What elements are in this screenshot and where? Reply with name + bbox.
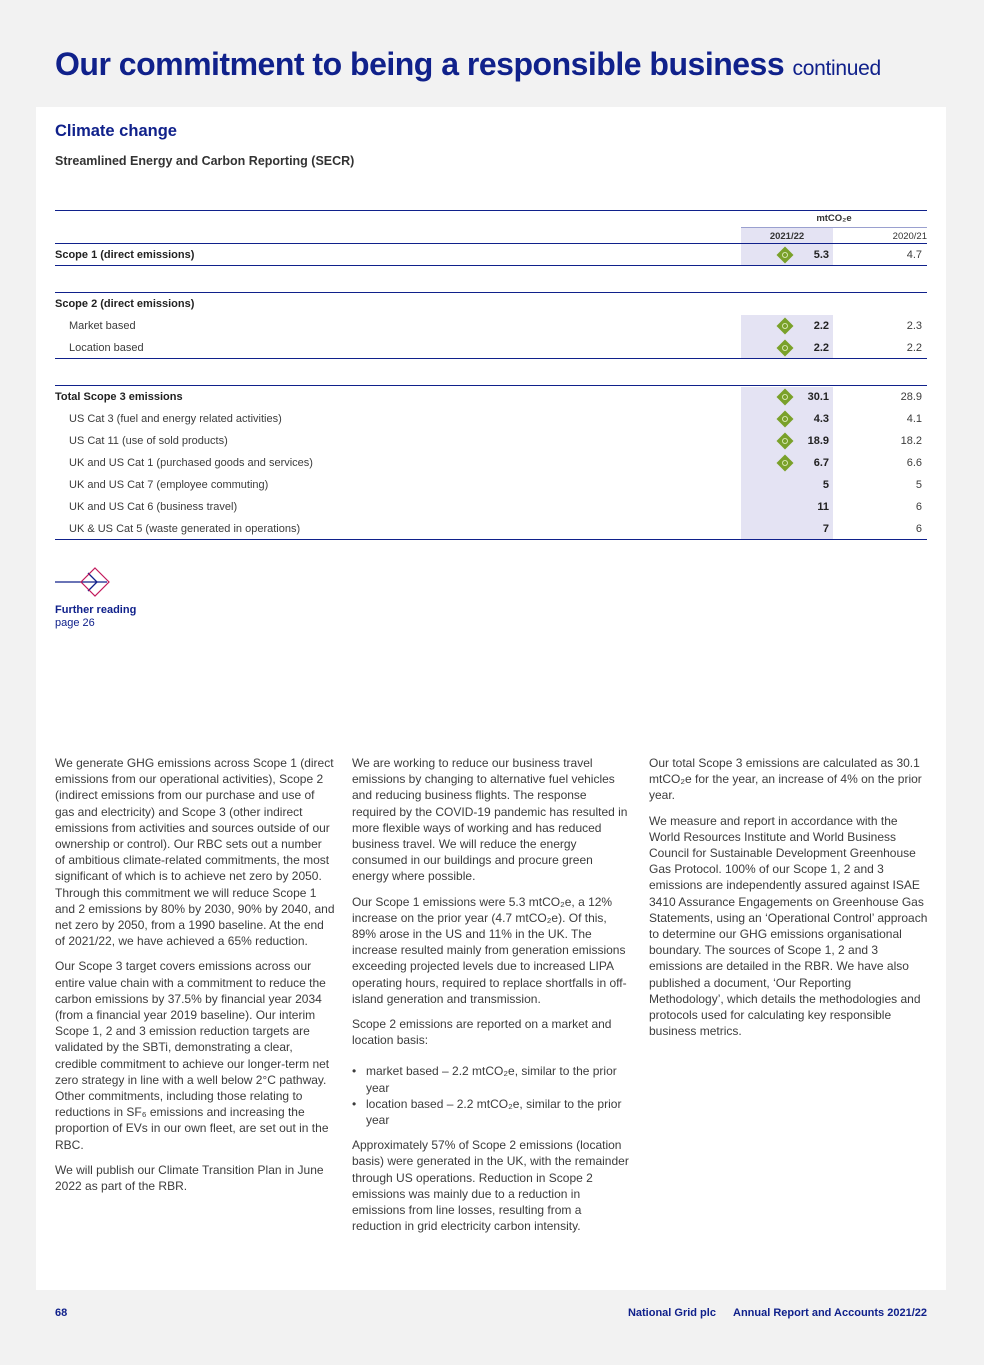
arrow-right-icon[interactable] — [55, 565, 113, 599]
row-label: US Cat 11 (use of sold products) — [69, 435, 228, 447]
column-header-previous: 2020/21 — [892, 231, 927, 242]
table-row — [55, 496, 927, 518]
paragraph: We generate GHG emissions across Scope 1 (direct emissions from our operational activities), Scope 2 (indirect emissions from our purchase and use of gas and electricity) and Scope 3 (other indirect emissions from activities and sources outside of our ownership or control). Our RBC sets out a number of ambitious climate-related commitments, the most significant of which is to achieve net zero by 2050. Through this commitment we will reduce Scope 1 and 2 emissions by 80% by 2030, 90% by 2040, and net zero by 2050, from a 1990 baseline. At the end of 2021/22, we have achieved a 65% reduction. — [55, 756, 335, 949]
value-current: 2.2 — [813, 320, 829, 332]
table-row — [55, 337, 927, 359]
column-header-current: 2021/22 — [769, 231, 805, 242]
value-current: 5 — [822, 479, 829, 491]
row-label: UK and US Cat 7 (employee commuting) — [69, 479, 269, 491]
further-reading-page[interactable]: page 26 — [55, 617, 95, 629]
value-current: 4.3 — [813, 413, 829, 425]
paragraph: Approximately 57% of Scope 2 emissions (location basis) were generated in the UK, with the remainder through US operations. Reduction in Scope 2 emissions was mainly due to a reduction in emissions from line losses, resulting from a reduction in grid electricity carbon intensity. — [352, 1138, 629, 1234]
paragraph: We are working to reduce our business travel emissions by changing to alternative fuel vehicles and reducing business flights. The response required by the COVID-19 pandemic has resulted in more flexible ways of working and has reduced business travel. We will reduce the energy consumed in our buildings and procure green energy where possible. — [352, 756, 628, 884]
table-row — [55, 386, 927, 408]
table-row — [55, 430, 927, 452]
list-item: • location based – 2.2 mtCO₂e, similar to the prior year — [352, 1096, 632, 1128]
table-row — [55, 244, 927, 266]
value-previous: 6 — [915, 501, 922, 513]
page-number: 68 — [55, 1307, 68, 1319]
further-reading-link[interactable]: Further reading — [55, 604, 137, 616]
value-current: 11 — [817, 501, 829, 513]
row-label: US Cat 3 (fuel and energy related activities) — [69, 413, 282, 425]
row-label: UK and US Cat 6 (business travel) — [69, 501, 238, 513]
value-current: 6.7 — [813, 457, 829, 469]
value-current: 18.9 — [807, 435, 829, 447]
table-row — [55, 315, 927, 337]
page-title — [55, 46, 881, 83]
table-row — [55, 452, 927, 474]
table-unit: mtCO₂e — [816, 213, 852, 224]
section-title: Climate change — [55, 122, 177, 140]
table-row — [55, 293, 927, 315]
body-column-3 — [649, 755, 929, 1048]
row-label: Scope 1 (direct emissions) — [55, 249, 195, 261]
list-item: • market based – 2.2 mtCO₂e, similar to the prior year — [352, 1063, 632, 1095]
row-label: UK and US Cat 1 (purchased goods and services) — [69, 457, 313, 469]
paragraph: We measure and report in accordance with the World Resources Institute and World Business Council for Sustainable Development Greenhouse Gas Protocol. 100% of our Scope 1, 2 and 3 emissions are independently assured against ISAE 3410 Assurance Engagements on Greenhouse Gas Statements, using an ‘Operational Control’ approach to determine our GHG emissions organisational boundary. The sources of Scope 1, 2 and 3 emissions are detailed in the RBR. We have also published a document, ‘Our Reporting Methodology’, which details the methodologies and protocols used for calculating key responsible business metrics. — [649, 813, 928, 1039]
value-previous: 6 — [915, 523, 922, 535]
paragraph: Our Scope 3 target covers emissions across our entire value chain with a commitment to reduce the carbon emissions by 37.5% by financial year 2034 (from a financial year 2019 baseline). Our interim Scope 1, 2 and 3 emission reduction targets are validated by the SBTi, demonstrating a clear, credible commitment to achieve our longer-term net zero strategy in line with a well below 2°C pathway. Other commitments, including those relating to reductions in SF₆ emissions and increasing the proportion of EVs in our own fleet, are set out in the RBC. — [55, 959, 330, 1152]
section-subtitle: Streamlined Energy and Carbon Reporting (SECR) — [55, 154, 355, 168]
value-previous: 5 — [915, 479, 922, 491]
bullet-list — [352, 1063, 632, 1128]
value-current: 7 — [822, 523, 829, 535]
value-current: 30.1 — [807, 391, 829, 403]
page-title-main: Our commitment to being a responsible business — [55, 46, 785, 82]
footer-company: National Grid plc — [627, 1307, 716, 1319]
value-previous: 18.2 — [900, 435, 922, 447]
table-row — [55, 518, 927, 540]
row-label: Market based — [69, 320, 136, 332]
value-current: 5.3 — [813, 249, 829, 261]
page-title-suffix: continued — [792, 57, 881, 80]
paragraph: Our Scope 1 emissions were 5.3 mtCO₂e, a 12% increase on the prior year (4.7 mtCO₂e). Of this, 89% arose in the US and 11% in the UK. The increase resulted mainly from generation emissions exceeding projected levels due to increased LIPA operating hours, required to replace shortfalls in off-island generation and transmission. — [352, 894, 627, 1006]
paragraph: Our total Scope 3 emissions are calculated as 30.1 mtCO₂e for the year, an increase of 4% on the prior year. — [649, 756, 922, 803]
value-current: 2.2 — [813, 342, 829, 354]
row-label: Total Scope 3 emissions — [55, 391, 183, 403]
body-column-1 — [55, 755, 335, 1203]
value-previous: 4.7 — [906, 249, 922, 261]
paragraph: We will publish our Climate Transition Plan in June 2022 as part of the RBR. — [55, 1162, 324, 1194]
table-row — [55, 474, 927, 496]
value-previous: 2.2 — [906, 342, 922, 354]
row-label: Location based — [69, 342, 144, 354]
body-column-2 — [352, 755, 632, 1243]
table-row — [55, 408, 927, 430]
table-rule — [55, 210, 927, 211]
paragraph: Scope 2 emissions are reported on a market and location basis: — [352, 1017, 612, 1048]
value-previous: 6.6 — [906, 457, 922, 469]
row-label: UK & US Cat 5 (waste generated in operations) — [69, 523, 301, 535]
value-previous: 4.1 — [906, 413, 922, 425]
footer-meta — [614, 1307, 927, 1319]
table-rule — [741, 227, 927, 228]
footer-report: Annual Report and Accounts 2021/22 — [733, 1307, 927, 1319]
value-previous: 28.9 — [900, 391, 922, 403]
value-previous: 2.3 — [906, 320, 922, 332]
row-label: Scope 2 (direct emissions) — [55, 298, 195, 310]
